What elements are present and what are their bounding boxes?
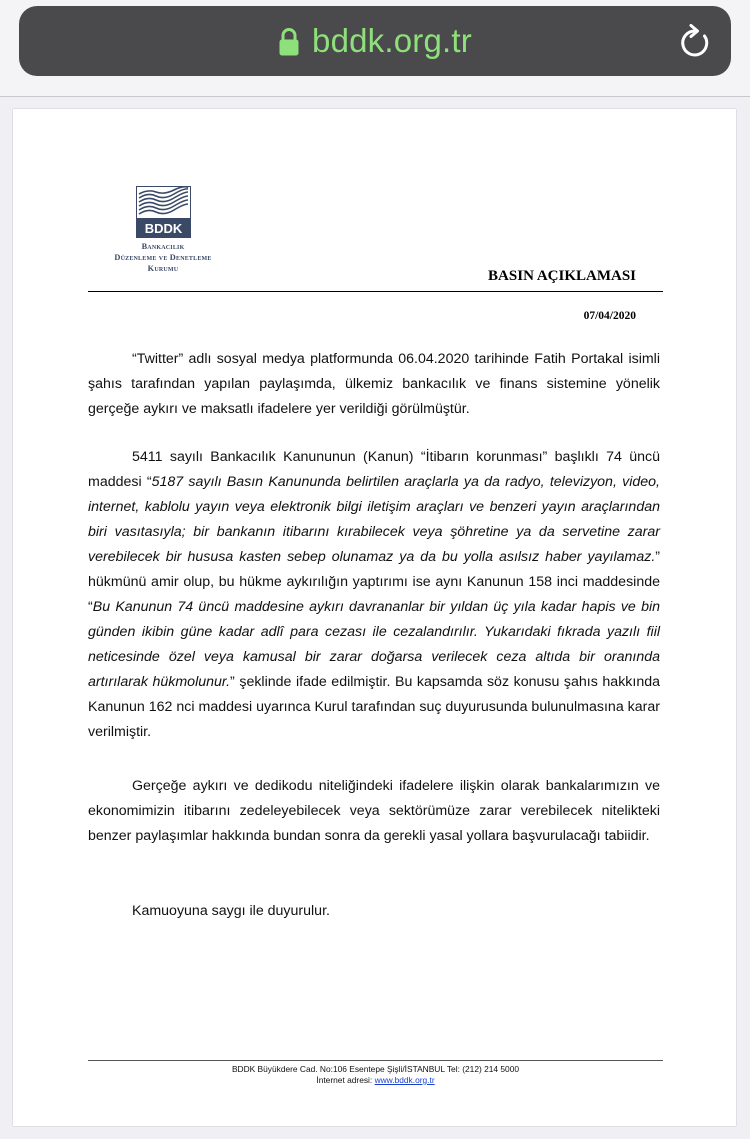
footer-web-link[interactable]: www.bddk.org.tr [374,1075,435,1085]
logo-text-line-1: Bankacılık [141,242,185,251]
paragraph-2-mid: ” hükmünü amir olup, bu hükme aykırılığın yaptırımı ise aynı Kanunun 158 inci maddesinde “ [88,549,660,615]
footer-address: BDDK Büyükdere Cad. No:106 Esentepe Şişli/İSTANBUL Tel: (212) 214 5000 [231,1064,520,1074]
paragraph-1: “Twitter” adlı sosyal medya platformunda 06.04.2020 tarihinde Fatih Portakal isimli şahıs tarafından yapılan paylaşımda, ülkemiz bankacılık ve finans sistemine yönelik gerçeğe aykırı ve maksatlı ifadelere yer verildiği görülmüştür. [88,351,660,417]
document-date: 07/04/2020 [583,310,636,322]
lock-icon [278,27,300,57]
title-divider [88,291,663,292]
document-page [13,109,736,1126]
reload-icon[interactable] [677,23,711,59]
footer-web-label: İnternet adresi: [316,1075,375,1085]
bddk-logo-icon [136,186,191,238]
paragraph-4: Kamuoyuna saygı ile duyurulur. [132,903,330,919]
footer-divider [88,1060,663,1061]
url-text: bddk.org.tr [312,22,472,59]
footer-web [88,1075,663,1085]
paragraph-3: Gerçeğe aykırı ve dedikodu niteliğindeki ifadelere ilişkin olarak bankalarımızın ve ekonomimizin itibarını zedeleyebilecek veya sektörümüze zarar verebilecek nitelikteki benzer paylaşımlar hakkında bundan sonra da gerekli yasal yollara başvurulacağı tabiidir. [88,778,660,844]
document-title: BASIN AÇIKLAMASI [488,268,636,284]
paragraph-2-quote-74: 5187 sayılı Basın Kanununda belirtilen araçlarla ya da radyo, televizyon, video, internet, kablolu yayın veya elektronik bilgi iletişim araçları ve benzeri yayın araçlarından biri vasıtasıyla; bir bankanın itibarını kırabilecek veya şöhretine ya da servetine zarar verebilecek bir hususa kasten sebep olunamaz ya da bu yolla asılsız haber yayılamaz. [88,474,660,565]
logo-text-line-2: Düzenleme ve Denetleme [114,253,212,262]
address-bar-content [19,6,731,76]
address-bar[interactable] [19,6,731,76]
logo-abbr: BDDK [144,221,183,236]
paragraph-2 [88,445,660,745]
paragraph-2-intro: 5411 sayılı Bankacılık Kanununun (Kanun) “İtibarın korunması” başlıklı 74 üncü maddesi “ [88,449,660,490]
paragraph-2-end: ” şeklinde ifade edilmiştir. Bu kapsamda söz konusu şahıs hakkında Kanunun 162 nci maddesi uyarınca Kurul tarafından suç duyurusunda bulunulmasına karar verilmiştir. [88,674,661,740]
browser-top-bar [0,0,750,97]
logo-text-line-3: Kurumu [147,264,179,273]
paragraph-2-quote-158: Bu Kanunun 74 üncü maddesine aykırı davrananlar bir yıldan üç yıla kadar hapis ve bin günden ikibin güne kadar adlî para cezası ile cezalandırılır. Yukarıdaki fıkrada yazılı fiil neticesinde özel veya kamusal bir zarar doğarsa verilecek ceza altıda bir oranında artırılarak hükmolunur. [88,599,660,690]
